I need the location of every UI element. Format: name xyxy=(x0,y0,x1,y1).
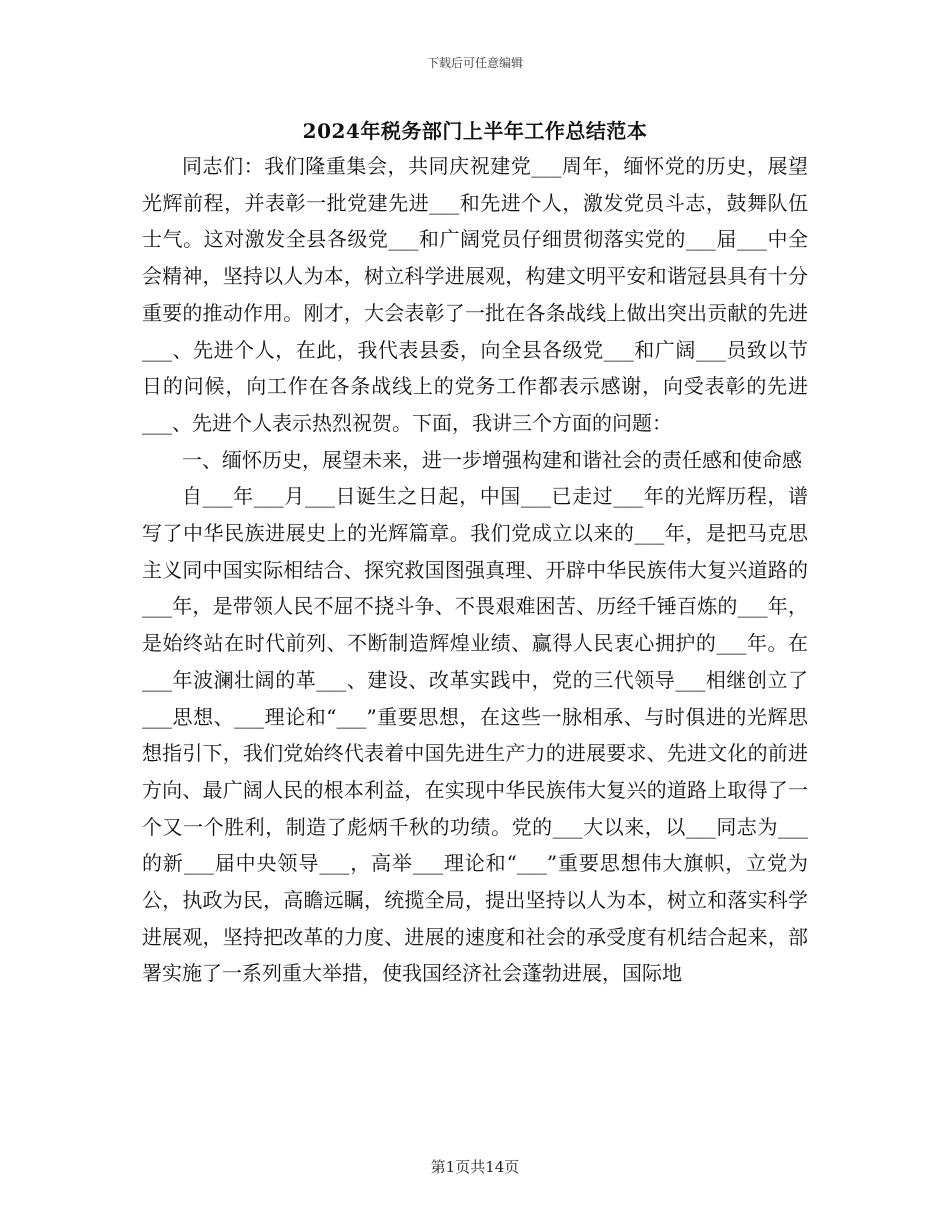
paragraph-history: 自___年___月___日诞生之日起，中国___已走过___年的光辉历程，谱写了中华民族进展史上的光辉篇章。我们党成立以来的___年，是把马克思主义同中国实际相结合、探究救国图强真理、开辟中华民族伟大复兴道路的___年，是带领人民不屈不挠斗争、不畏艰难困苦、历经千锤百炼的___年，是始终站在时代前列、不断制造辉煌业绩、赢得人民衷心拥护的___年。在___年波澜壮阔的革___、建设、改革实践中，党的三代领导___相继创立了___思想、___理论和“___”重要思想，在这些一脉相承、与时俱进的光辉思想指引下，我们党始终代表着中国先进生产力的进展要求、先进文化的前进方向、最广阔人民的根本利益，在实现中华民族伟大复兴的道路上取得了一个又一个胜利，制造了彪炳千秋的功绩。党的___大以来，以___同志为___的新___届中央领导___，高举___理论和“___”重要思想伟大旗帜，立党为公，执政为民，高瞻远瞩，统揽全局，提出坚持以人为本，树立和落实科学进展观，坚持把改革的力度、进展的速度和社会的承受度有机结合起来，部署实施了一系列重大举措，使我国经济社会蓬勃进展，国际地 xyxy=(142,484,808,986)
page-header-note: 下载后可任意编辑 xyxy=(426,56,523,70)
page-number-footer: 第1页共14页 xyxy=(430,1158,520,1176)
paragraph-section-heading: 一、缅怀历史，展望未来，进一步增强构建和谐社会的责任感和使命感 xyxy=(182,447,802,472)
document-title: 2024年税务部门上半年工作总结范本 xyxy=(302,119,648,143)
paragraph-opening: 同志们：我们隆重集会，共同庆祝建党___周年，缅怀党的历史，展望光辉前程，并表彰一批党建先进___和先进个人，激发党员斗志，鼓舞队伍士气。这对激发全县各级党___和广阔党员仔细贯彻落实党的___届___中全会精神，坚持以人为本，树立科学进展观，构建文明平安和谐冠县具有十分重要的推动作用。刚才，大会表彰了一批在各条战线上做出突出贡献的先进___、先进个人，在此，我代表县委，向全县各级党___和广阔___员致以节日的问候，向工作在各条战线上的党务工作都表示感谢，向受表彰的先进___、先进个人表示热烈祝贺。下面，我讲三个方面的问题： xyxy=(142,154,808,435)
document-body xyxy=(142,148,808,992)
